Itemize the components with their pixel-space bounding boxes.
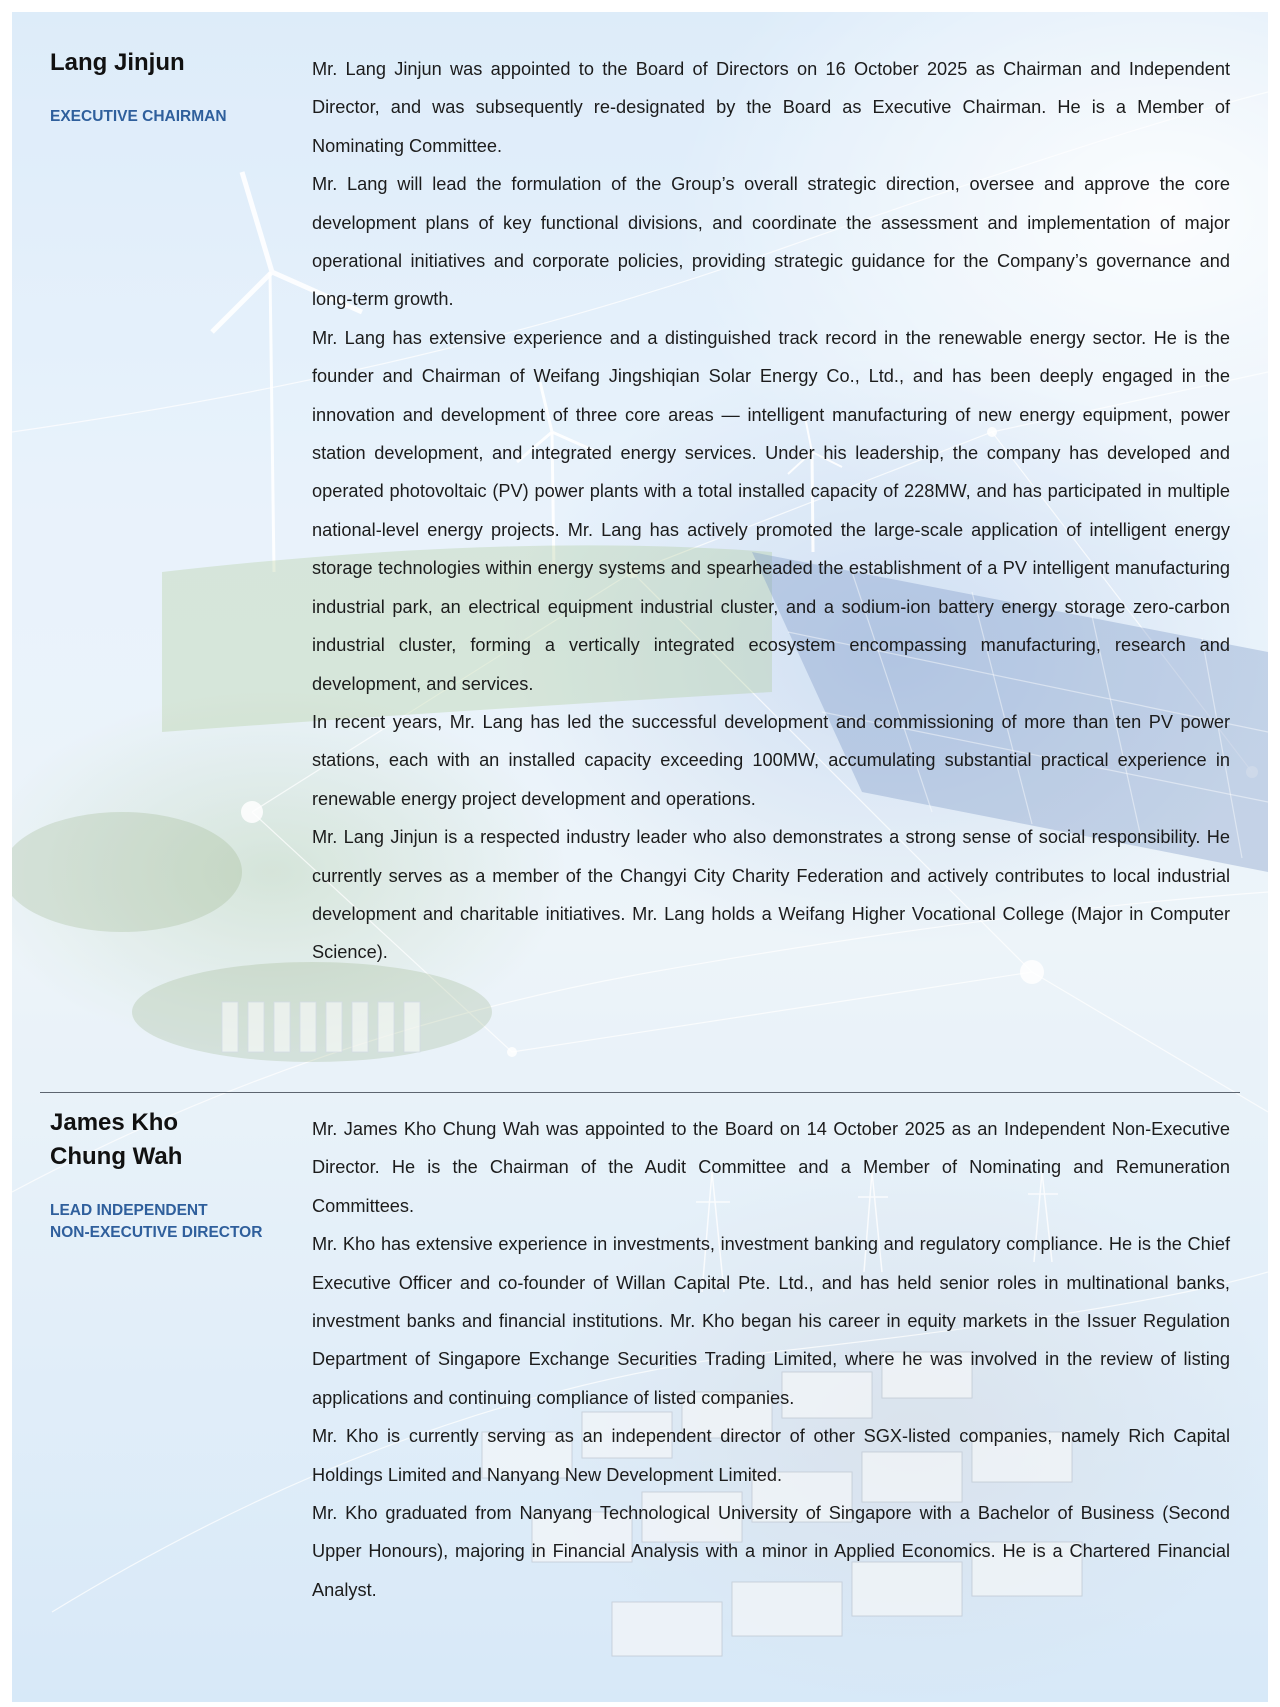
director-name-line: James Kho <box>50 1109 179 1136</box>
director-role-line: NON-EXECUTIVE DIRECTOR <box>50 1224 263 1241</box>
bio-paragraph: Mr. James Kho Chung Wah was appointed to the Board on 14 October 2025 as an Independent Non-Executive Director. He is the Chairman of the Audit Committee and a Member of Nominating and Remuneration Committees. <box>312 1119 1230 1216</box>
bio-paragraph: Mr. Kho is currently serving as an independent director of other SGX-listed companies, namely Rich Capital Holdings Limited and Nanyang New Development Limited. <box>312 1426 1230 1485</box>
director-name-line: Lang Jinjun <box>50 49 185 76</box>
bio-paragraph: Mr. Lang will lead the formulation of the Group’s overall strategic direction, oversee and approve the core development plans of key functional divisions, and coordinate the assessment and implementation of major operational initiatives and corporate policies, providing strategic guidance for the Company’s governance and long-term growth. <box>312 174 1230 310</box>
director-role <box>50 1200 290 1244</box>
director-biography <box>312 1110 1230 1609</box>
section-divider <box>40 1092 1240 1093</box>
bio-paragraph: Mr. Lang has extensive experience and a distinguished track record in the renewable energy sector. He is the founder and Chairman of Weifang Jingshiqian Solar Energy Co., Ltd., and has been deeply engaged in the innovation and development of three core areas — intelligent manufacturing of new energy equipment, power station development, and integrated energy services. Under his leadership, the company has developed and operated photovoltaic (PV) power plants with a total installed capacity of 228MW, and has participated in multiple national-level energy projects. Mr. Lang has actively promoted the large-scale application of intelligent energy storage technologies within energy systems and spearheaded the establishment of a PV intelligent manufacturing industrial park, an electrical equipment industrial cluster, and a sodium-ion battery energy storage zero-carbon industrial cluster, forming a vertically integrated ecosystem encompassing manufacturing, research and development, and services. <box>312 327 1230 694</box>
director-name <box>50 46 290 80</box>
director-role-line: EXECUTIVE CHAIRMAN <box>50 108 227 125</box>
bio-paragraph: In recent years, Mr. Lang has led the successful development and commissioning of more than ten PV power stations, each with an installed capacity exceeding 100MW, accumulating substantial practical experience in renewable energy project development and operations. <box>312 711 1230 809</box>
director-header <box>50 1106 290 1244</box>
bio-paragraph: Mr. Lang Jinjun is a respected industry leader who also demonstrates a strong sense of social responsibility. He currently serves as a member of the Changyi City Charity Federation and actively contributes to local industrial development and charitable initiatives. Mr. Lang holds a Weifang Higher Vocational College (Major in Computer Science). <box>312 827 1230 963</box>
director-header <box>50 46 290 128</box>
director-role-line: LEAD INDEPENDENT <box>50 1202 208 1219</box>
bio-paragraph: Mr. Kho has extensive experience in investments, investment banking and regulatory compliance. He is the Chief Executive Officer and co-founder of Willan Capital Pte. Ltd., and has held senior roles in multinational banks, investment banks and financial institutions. Mr. Kho began his career in equity markets in the Issuer Regulation Department of Singapore Exchange Securities Trading Limited, where he was involved in the review of listing applications and continuing compliance of listed companies. <box>312 1234 1230 1408</box>
bio-paragraph: Mr. Lang Jinjun was appointed to the Board of Directors on 16 October 2025 as Chairman and Independent Director, and was subsequently re-designated by the Board as Executive Chairman. He is a Member of Nominating Committee. <box>312 59 1230 156</box>
director-role <box>50 106 290 128</box>
director-name-line: Chung Wah <box>50 1143 183 1170</box>
background-panel <box>12 12 1268 1702</box>
director-biography <box>312 50 1230 972</box>
bio-paragraph: Mr. Kho graduated from Nanyang Technological University of Singapore with a Bachelor of Business (Second Upper Honours), majoring in Financial Analysis with a minor in Applied Economics. He is a Chartered Financial Analyst. <box>312 1503 1230 1600</box>
director-name <box>50 1106 290 1174</box>
